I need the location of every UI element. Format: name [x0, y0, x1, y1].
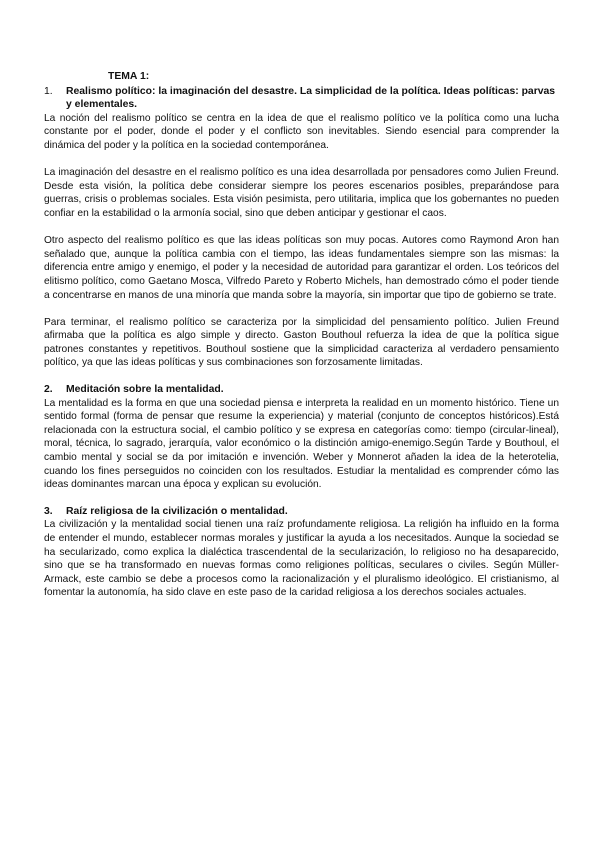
paragraph: Para terminar, el realismo político se caracteriza por la simplicidad del pensamiento político. Julien Freund afirmaba que la política es algo simple y directo. Gaston Bouthoul refuerza la idea de que la política sigue patrones constantes y repetitivos. Bouthoul sostiene que la simplicidad caracteriza al verdadero pensamiento político, ya que las ideas políticas y sus combinaciones son forzosamente limitadas. — [44, 316, 559, 369]
section-title: Meditación sobre la mentalidad. — [66, 384, 224, 396]
section-title: Raíz religiosa de la civilización o mentalidad. — [66, 505, 288, 517]
section-number: 3. — [44, 505, 53, 517]
section-number: 1. — [44, 85, 53, 97]
section-title: Realismo político: la imaginación del desastre. La simplicidad de la política. Ideas políticas: parvas y elementales. — [66, 85, 556, 111]
section-number: 2. — [44, 384, 53, 396]
section-heading — [44, 85, 559, 112]
document-body — [44, 70, 559, 600]
paragraph: La imaginación del desastre en el realismo político es una idea desarrollada por pensadores como Julien Freund. Desde esta visión, la política debe considerar siempre los peores escenarios posibles, preparándose para guerras, crisis o problemas sociales. Esta visión pesimista, pero utilitaria, implica que los gobernantes no pueden confiar en la estabilidad o la armonía social, sino que deben anticipar y gestionar el caos. — [44, 167, 559, 219]
document-title: TEMA 1: — [108, 71, 150, 82]
paragraph: Otro aspecto del realismo político es que las ideas políticas son muy pocas. Autores como Raymond Aron han señalado que, aunque la política cambia con el tiempo, las ideas fundamentales siempre son las mismas: la diferencia entre amigo y enemigo, el poder y la necesidad de autoridad para garantizar el orden. Los teóricos del elitismo político, como Gaetano Mosca, Vilfredo Pareto y Roberto Michels, han demostrado cómo el poder tiende a concentrarse en manos de una minoría que manda sobre la mayoría, sin importar que tipo de gobierno se trate. — [44, 235, 559, 301]
section-heading — [44, 505, 559, 519]
paragraph: La civilización y la mentalidad social tienen una raíz profundamente religiosa. La religión ha influido en la forma de entender el mundo, establecer normas morales y justificar la ayuda a los necesitados. Aunque la sociedad se ha secularizado, como explica la dialéctica trascendental de la secularización, lo religioso no ha desaparecido, sino que se ha transformado en nuevas formas como religiones políticas, seculares o civiles. Según Müller-Armack, este cambio se debe a procesos como la racionalización y el pluralismo ideológico. El cristianismo, al fomentar la autonomía, ha sido clave en este paso de la caridad religiosa a los derechos sociales actuales. — [44, 519, 559, 599]
paragraph: La noción del realismo político se centra en la idea de que el realismo político ve la política como una lucha constante por el poder, donde el poder y el conflicto son inevitables. Siendo esencial para comprender la dinámica del poder y la política en la sociedad contemporánea. — [44, 112, 559, 151]
section-heading — [44, 383, 559, 397]
paragraph: La mentalidad es la forma en que una sociedad piensa e interpreta la realidad en un momento histórico. Tiene un sentido formal (forma de pensar que resume la experiencia) y material (conjunto de conceptos históricos).Está relacionada con la estructura social, el cambio político y se expresa en categorías como: tiempo (circular-lineal), moral, técnica, lo sagrado, jerarquía, valor económico o la distinción amigo-enemigo.Según Tarde y Bouthoul, el cambio mental y social se da por imitación e invención. Weber y Monnerot añaden la idea de la heterotelia, cuando los fines perseguidos no coinciden con los resultados. Estudiar la mentalidad es comprender cómo las ideas dominantes marcan una época y explican su evolución. — [44, 397, 559, 491]
